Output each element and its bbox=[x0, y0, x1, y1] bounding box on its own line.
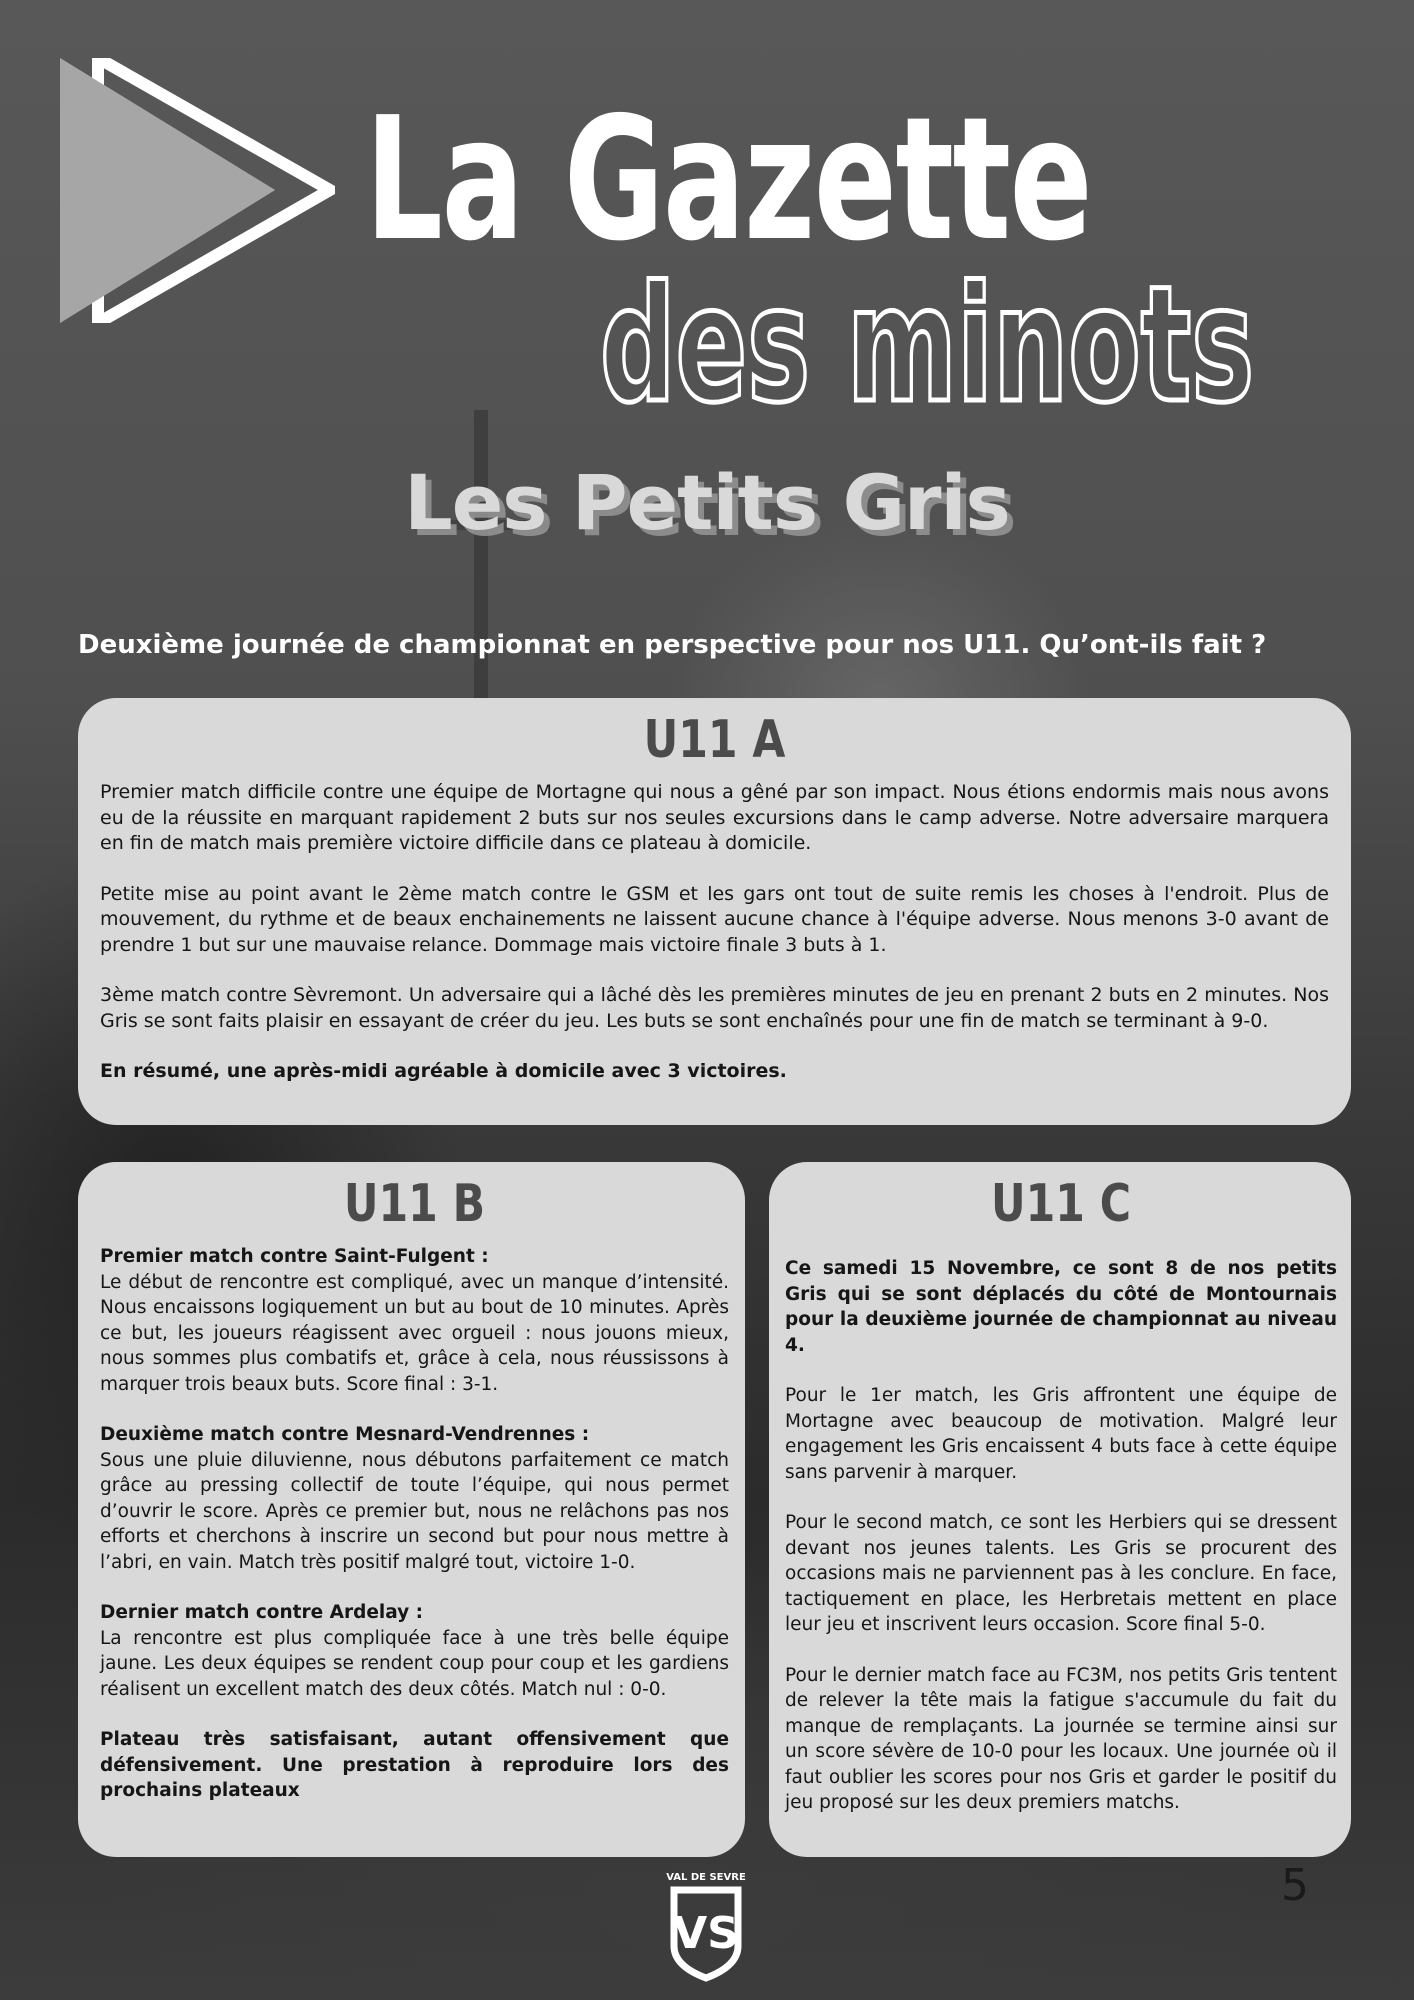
u11c-paragraph-3: Pour le dernier match face au FC3M, nos petits Gris tentent de relever la tête mais la fatigue s'accumule du fait du manque de remplaçants. La journée se termine ainsi sur un score sévère de 10-0 pour les locaux. Une journée où il faut oublier les scores pour nos Gris et garder le positif du jeu proposé sur les deux premiers matchs. bbox=[785, 1664, 1337, 1813]
shield-icon bbox=[666, 1884, 746, 1984]
u11a-paragraph-1: Premier match difficile contre une équipe de Mortagne qui nous a gêné par son impact. Nous étions endormis mais nous avons eu de la réussite en marquant rapidement 2 buts sur nos seules excursions dans le camp adverse. Notre adversaire marquera en fin de match mais première victoire difficile dans ce plateau à domicile. bbox=[100, 781, 1329, 854]
club-logo bbox=[666, 1872, 746, 1982]
section-title: Les Petits Gris bbox=[404, 458, 1010, 547]
club-initials: VS bbox=[673, 1908, 739, 1959]
u11c-intro: Ce samedi 15 Novembre, ce sont 8 de nos petits Gris qui se sont déplacés du côté de Montournais pour la deuxième journée de championnat au niveau 4. bbox=[785, 1258, 1337, 1356]
u11a-paragraph-2: Petite mise au point avant le 2ème match contre le GSM et les gars ont tout de suite remis les choses à l'endroit. Plus de mouvement, du rythme et de beaux enchainements ne laissent aucune chance à l'équipe adverse. Nous menons 3-0 avant de prendre 1 but sur une mauvaise relance. Dommage mais victoire finale 3 buts à 1. bbox=[100, 882, 1329, 956]
card-u11a-title: U11 A bbox=[643, 710, 786, 770]
card-u11b-title: U11 B bbox=[343, 1174, 486, 1234]
card-u11a bbox=[78, 698, 1351, 1125]
club-name: VAL DE SEVRE bbox=[666, 1872, 746, 1883]
intro-text: Deuxième journée de championnat en perspective pour nos U11. Qu’ont-ils fait ? bbox=[78, 630, 1267, 660]
u11c-paragraph-1: Pour le 1er match, les Gris affrontent une équipe de Mortagne avec beaucoup de motivation. Malgré leur engagement les Gris encaissent 4 buts face à cette équipe sans parvenir à marquer. bbox=[785, 1385, 1337, 1483]
card-u11b bbox=[78, 1162, 745, 1857]
u11b-match-3-text: La rencontre est plus compliquée face à une très belle équipe jaune. Les deux équipes se rendent coup pour coup et les gardiens réalisent un excellent match des deux côtés. Match nul : 0-0. bbox=[100, 1627, 729, 1700]
u11b-match-1-text: Le début de rencontre est compliqué, avec un manque d’intensité. Nous encaissons logiquement un but au bout de 10 minutes. Après ce but, les joueurs réagissent avec orgueil : nous jouons mieux, nous sommes plus combatifs et, grâce à cela, nous réussissons à marquer trois beaux buts. Score final : 3-1. bbox=[100, 1271, 729, 1395]
u11b-match-3-heading: Dernier match contre Ardelay : bbox=[100, 1602, 424, 1623]
gazette-title: La Gazette bbox=[365, 81, 1092, 279]
u11a-summary: En résumé, une après-midi agréable à domicile avec 3 victoires. bbox=[100, 1060, 787, 1082]
u11b-match-1-heading: Premier match contre Saint-Fulgent : bbox=[100, 1246, 489, 1267]
u11b-match-2-text: Sous une pluie diluvienne, nous débutons parfaitement ce match grâce au pressing collectif de toute l’équipe, qui nous permet d’ouvrir le score. Après ce premier but, nous ne relâchons pas nos efforts et cherchons à inscrire un second but pour nous mettre à l’abri, en vain. Match très positif malgré tout, victoire 1-0. bbox=[100, 1449, 729, 1573]
u11b-summary: Plateau très satisfaisant, autant offensivement que défensivement. Une prestation à reproduire lors des prochains plateaux bbox=[100, 1729, 729, 1801]
gazette-subtitle: des minots bbox=[600, 251, 1255, 438]
u11b-match-2-heading: Deuxième match contre Mesnard-Vendrennes : bbox=[100, 1424, 590, 1445]
u11a-paragraph-3: 3ème match contre Sèvremont. Un adversaire qui a lâché dès les premières minutes de jeu en prenant 2 buts en 2 minutes. Nos Gris se sont faits plaisir en essayant de créer du jeu. Les buts se sont enchaînés pour une fin de match se terminant à 9-0. bbox=[100, 984, 1329, 1032]
page-number: 5 bbox=[1281, 1860, 1309, 1911]
card-u11c-title: U11 C bbox=[990, 1174, 1132, 1234]
u11c-paragraph-2: Pour le second match, ce sont les Herbiers qui se dressent devant nos jeunes talents. Les Gris se procurent des occasions mais ne parviennent pas à les conclure. En face, tactiquement en place, les Herbretais mettent en place leur jeu et inscrivent leurs occasion. Score final 5-0. bbox=[785, 1512, 1337, 1635]
play-triangle-icon bbox=[60, 58, 335, 323]
card-u11c bbox=[769, 1162, 1351, 1857]
